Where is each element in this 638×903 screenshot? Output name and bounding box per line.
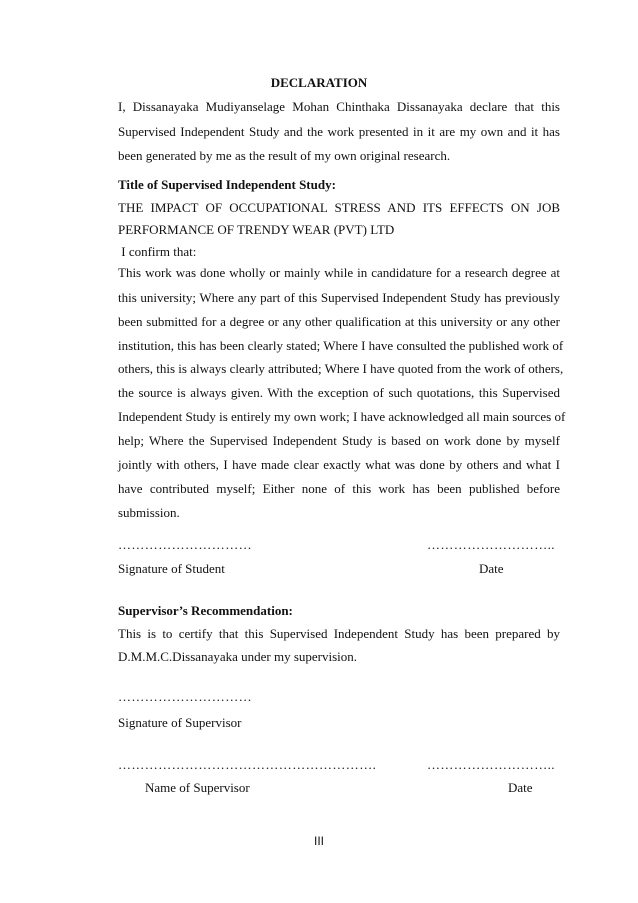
confirm-line-5: others, this is always clearly attributed; Where I have quoted from the work of others,	[118, 361, 564, 376]
study-title-line-2: PERFORMANCE OF TRENDY WEAR (PVT) LTD	[118, 222, 395, 237]
supervisor-heading: Supervisor’s Recommendation:	[118, 603, 293, 618]
page-title: DECLARATION	[270, 75, 368, 90]
study-title-label: Title of Supervised Independent Study:	[118, 177, 336, 192]
confirm-line-7: Independent Study is entirely my own work; I have acknowledged all main sources of	[118, 409, 566, 424]
declaration-line-3: been generated by me as the result of my own original research.	[118, 148, 451, 163]
confirm-line-6: the source is always given. With the exception of such quotations, this Supervised	[118, 385, 560, 400]
confirm-line-9: jointly with others, I have made clear exactly what was done by others and what I	[118, 457, 560, 472]
declaration-line-2: Supervised Independent Study and the work presented in it are my own and it has	[118, 124, 560, 139]
study-title-line-1: THE IMPACT OF OCCUPATIONAL STRESS AND ITS EFFECTS ON JOB	[118, 200, 560, 215]
confirm-line-8: help; Where the Supervised Independent Study is based on work done by myself	[118, 433, 560, 448]
confirm-line-11: submission.	[118, 505, 180, 520]
student-date-line: ………………………..	[427, 537, 555, 552]
supervisor-date-label: Date	[508, 780, 533, 795]
student-date-label: Date	[479, 561, 504, 576]
supervisor-name-line: ………………………………………………….	[118, 757, 377, 772]
confirm-intro: I confirm that:	[118, 244, 197, 259]
supervisor-name-label: Name of Supervisor	[145, 780, 250, 795]
recommendation-line-1: This is to certify that this Supervised Independent Study has been prepared by	[118, 626, 560, 641]
declaration-line-1: I, Dissanayaka Mudiyanselage Mohan Chinthaka Dissanayaka declare that this	[118, 99, 560, 114]
confirm-line-4: institution, this has been clearly stated; Where I have consulted the published work of	[118, 338, 564, 353]
confirm-line-3: been submitted for a degree or any other qualification at this university or any other	[118, 314, 560, 329]
page-number: III	[313, 834, 324, 848]
confirm-line-10: have contributed myself; Either none of this work has been published before	[118, 481, 560, 496]
student-signature-label: Signature of Student	[118, 561, 225, 576]
supervisor-signature-line: …………………………	[118, 689, 252, 704]
supervisor-date-line: ………………………..	[427, 757, 555, 772]
supervisor-signature-label: Signature of Supervisor	[118, 715, 242, 730]
student-signature-line: …………………………	[118, 537, 252, 552]
confirm-line-2: this university; Where any part of this Supervised Independent Study has previously	[118, 290, 560, 305]
recommendation-line-2: D.M.M.C.Dissanayaka under my supervision.	[118, 649, 358, 664]
confirm-line-1: This work was done wholly or mainly while in candidature for a research degree at	[118, 265, 560, 280]
